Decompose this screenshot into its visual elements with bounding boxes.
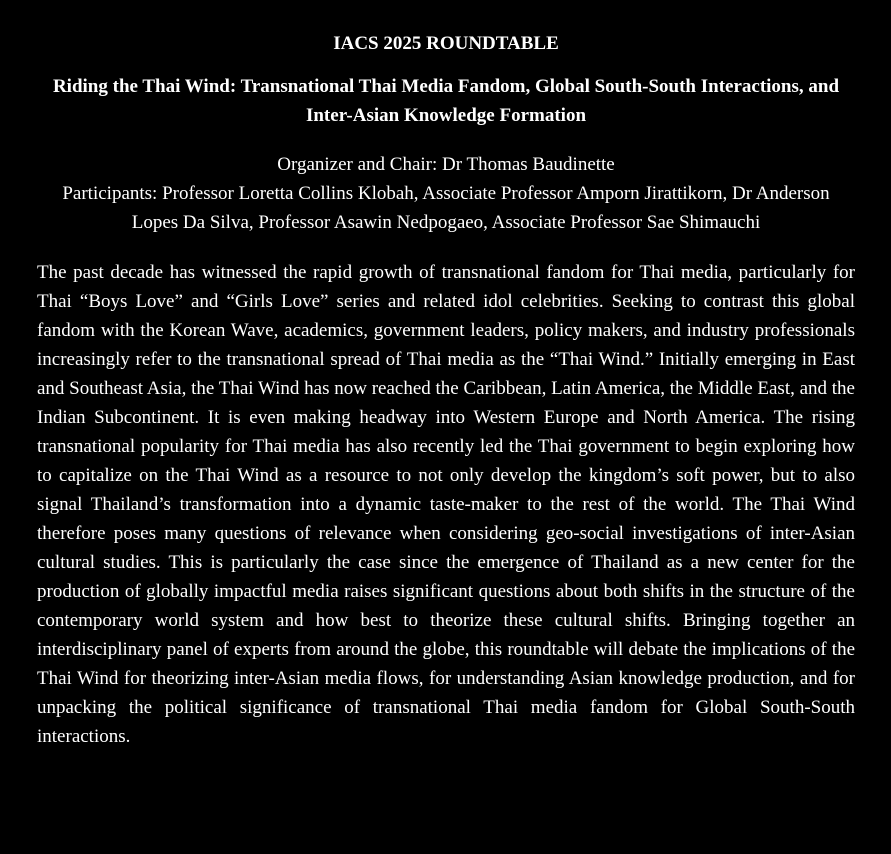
people-block <box>37 150 855 237</box>
panel-title: Riding the Thai Wind: Transnational Thai Media Fandom, Global South-South Interactions, and Inter-Asian Knowledge Formation <box>52 76 840 126</box>
participants-line: Participants: Professor Loretta Collins Klobah, Associate Professor Amporn Jirattikorn, Dr Anderson Lopes Da Silva, Professor Asawin Nedpogaeo, Associate Professor Sae Shimauchi <box>62 183 830 233</box>
abstract-paragraph: The past decade has witnessed the rapid growth of transnational fandom for Thai media, particularly for Thai “Boys Love” and “Girls Love” series and related idol celebrities. Seeking to contrast this global fandom with the Korean Wave, academics, government leaders, policy makers, and industry professionals increasingly refer to the transnational spread of Thai media as the “Thai Wind.” Initially emerging in East and Southeast Asia, the Thai Wind has now reached the Caribbean, Latin America, the Middle East, and the Indian Subcontinent. It is even making headway into Western Europe and North America. The rising transnational popularity for Thai media has also recently led the Thai government to begin exploring how to capitalize on the Thai Wind as a resource to not only develop the kingdom’s soft power, but to also signal Thailand’s transformation into a dynamic taste-maker to the rest of the world. The Thai Wind therefore poses many questions of relevance when considering geo-social investigations of inter-Asian cultural studies. This is particularly the case since the emergence of Thailand as a new center for the production of globally impactful media raises significant questions about both shifts in the structure of the contemporary world system and how best to theorize these cultural shifts. Bringing together an interdisciplinary panel of experts from around the globe, this roundtable will debate the implications of the Thai Wind for theorizing inter-Asian media flows, for understanding Asian knowledge production, and for unpacking the political significance of transnational Thai media fandom for Global South-South interactions. <box>37 262 855 747</box>
organizer-line: Organizer and Chair: Dr Thomas Baudinette <box>277 154 615 175</box>
event-title: IACS 2025 ROUNDTABLE <box>333 33 559 54</box>
